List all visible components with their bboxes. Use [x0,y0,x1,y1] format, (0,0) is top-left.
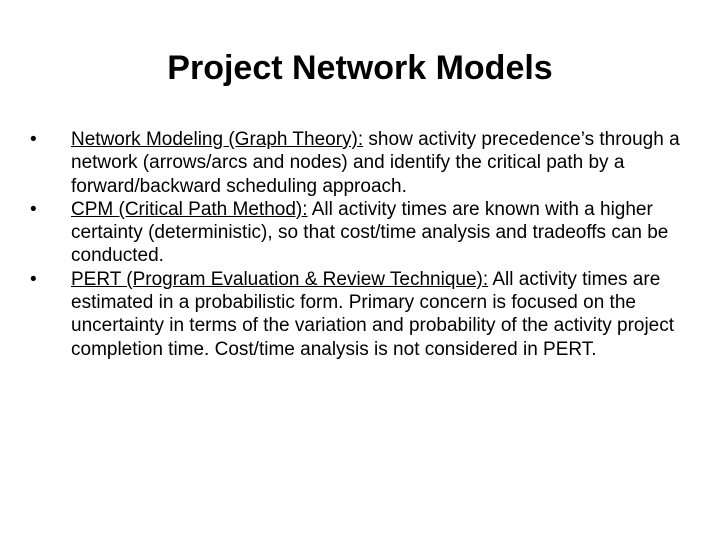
bullet-term: PERT (Program Evaluation & Review Technique): [71,268,489,290]
bullet-network-modeling [30,128,690,198]
bullet-marker: • [30,268,37,290]
bullet-text: show activity precedence’s through a network (arrows/arcs and nodes) and identify the critical path by a forward/backward scheduling approach. [71,129,680,197]
bullet-term: CPM (Critical Path Method): [71,198,308,220]
bullet-marker: • [30,198,37,220]
bullet-list [30,128,690,361]
bullet-text: All activity times are known with a higher certainty (deterministic), so that cost/time analysis and tradeoffs can be conducted. [71,198,669,267]
bullet-cpm [30,198,690,268]
bullet-text: All activity times are estimated in a probabilistic form. Primary concern is focused on the uncertainty in terms of the variation and probability of the activity project completion time. Cost/time analysis is not considered in PERT. [71,268,675,360]
bullet-term: Network Modeling (Graph Theory): [71,129,364,150]
bullet-marker: • [30,129,37,150]
bullet-pert [30,268,690,361]
slide-title: Project Network Models [167,49,553,87]
